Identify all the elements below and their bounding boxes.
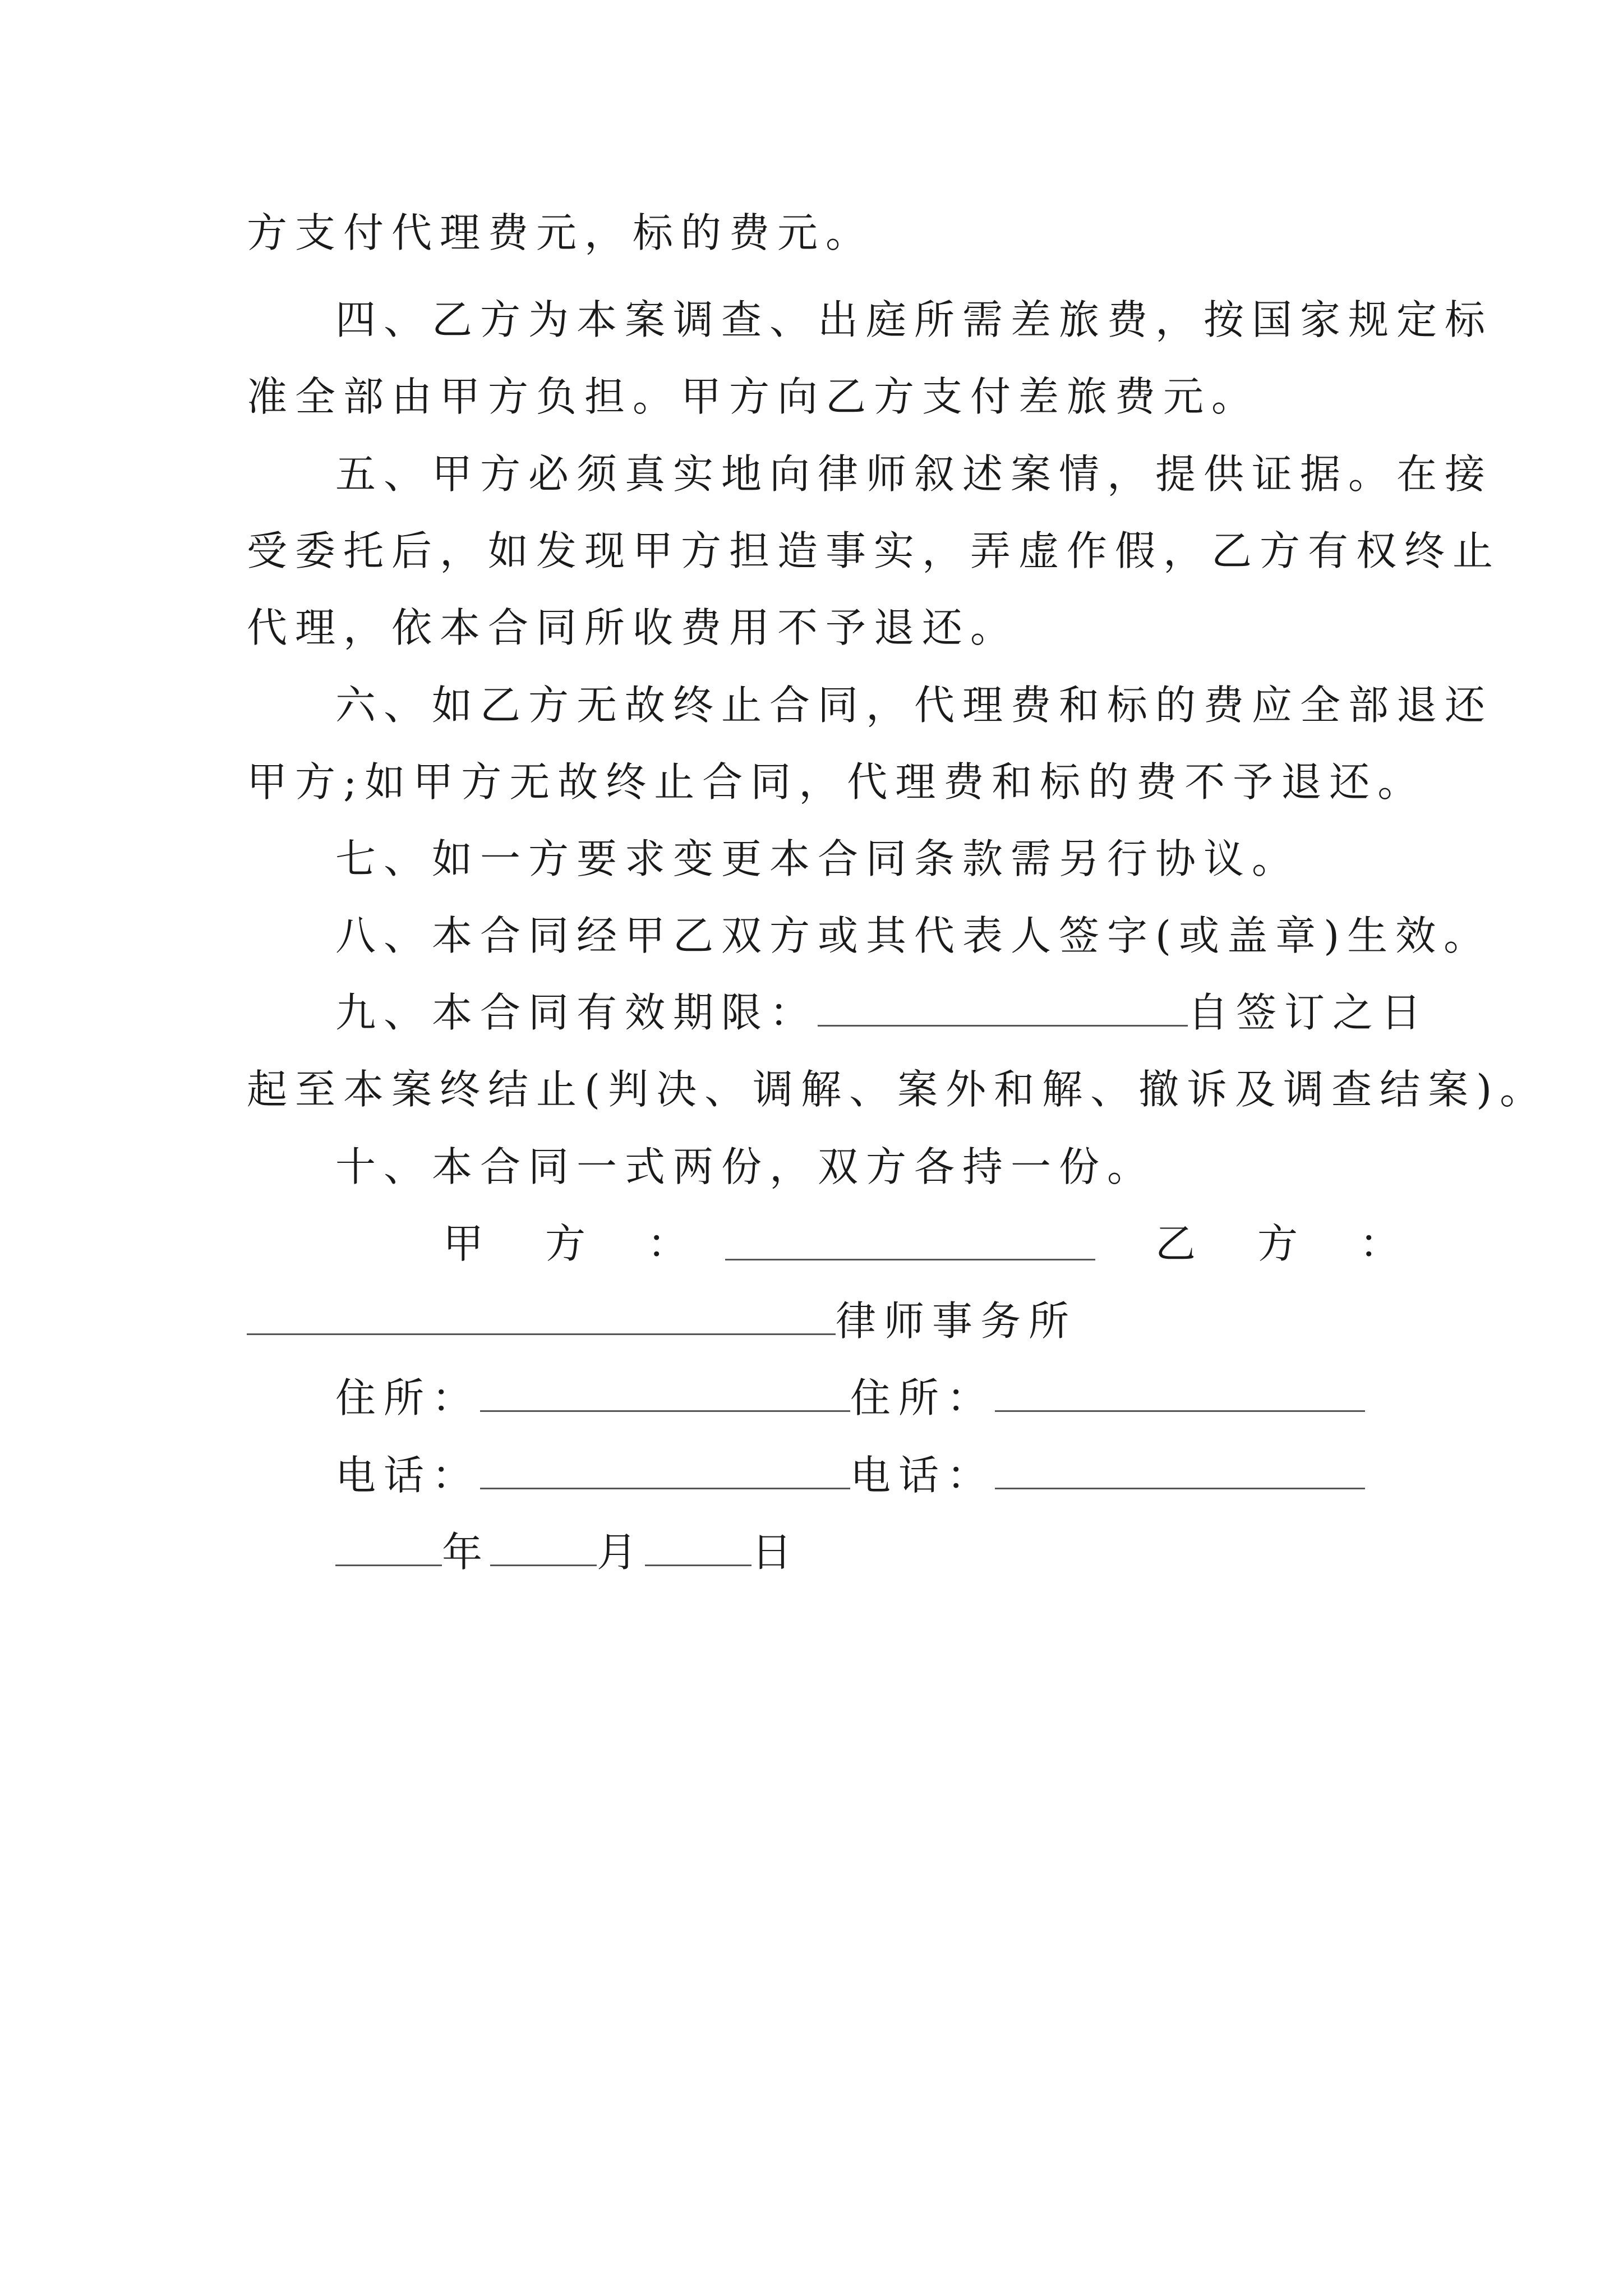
phone-blank-b	[995, 1453, 1365, 1489]
term-blank	[818, 990, 1188, 1027]
law-firm-label: 律师事务所	[836, 1297, 1077, 1345]
address-row	[335, 1373, 1365, 1423]
phone-row	[335, 1450, 1365, 1501]
term-clause-suffix: 自签订之日	[1188, 989, 1430, 1036]
paragraph-line: 六、如乙方无故终止合同，代理费和标的费应全部退还	[335, 682, 1493, 729]
paragraph-line: 方支付代理费元，标的费元。	[247, 209, 874, 256]
phone-label-a: 电话：	[335, 1452, 481, 1499]
paragraph-line: 准全部由甲方负担。甲方向乙方支付差旅费元。	[247, 373, 1260, 420]
phone-label-b: 电话：	[850, 1452, 995, 1499]
party-a-label: 甲方：	[443, 1220, 750, 1267]
paragraph-line: 八、本合同经甲乙双方或其代表人签字(或盖章)生效。	[335, 912, 1492, 959]
day-blank	[645, 1530, 751, 1566]
term-clause-prefix: 九、本合同有效期限：	[335, 989, 818, 1036]
paragraph-line: 四、乙方为本案调查、出庭所需差旅费，按国家规定标	[335, 296, 1493, 343]
law-firm-row	[247, 1296, 1077, 1346]
paragraph-line: 甲方;如甲方无故终止合同，代理费和标的费不予退还。	[247, 758, 1426, 806]
party-b-row	[1155, 1218, 1461, 1269]
party-a-blank	[725, 1224, 1095, 1260]
month-label: 月	[597, 1529, 645, 1576]
paragraph-line: 受委托后，如发现甲方担造事实，弄虚作假，乙方有权终止	[247, 527, 1501, 574]
paragraph-line: 代理，依本合同所收费用不予退还。	[247, 604, 1019, 651]
paragraph-line: 七、如一方要求变更本合同条款需另行协议。	[335, 835, 1301, 882]
address-blank-b	[995, 1375, 1365, 1412]
law-firm-blank	[247, 1299, 836, 1335]
day-label: 日	[751, 1529, 800, 1576]
phone-blank-a	[480, 1453, 850, 1489]
date-row	[335, 1527, 800, 1577]
address-label-b: 住所：	[850, 1374, 995, 1421]
address-label-a: 住所：	[335, 1374, 481, 1421]
party-a-row	[443, 1218, 749, 1269]
paragraph-line: 十、本合同一式两份，双方各持一份。	[335, 1143, 1156, 1190]
term-clause	[335, 987, 1429, 1038]
address-blank-a	[480, 1375, 850, 1412]
year-blank	[335, 1530, 442, 1566]
year-label: 年	[442, 1529, 491, 1576]
paragraph-line: 起至本案终结止(判决、调解、案外和解、撤诉及调查结案)。	[247, 1066, 1548, 1113]
party-b-label: 乙方：	[1155, 1220, 1462, 1267]
paragraph-line: 五、甲方必须真实地向律师叙述案情，提供证据。在接	[335, 450, 1493, 498]
month-blank	[490, 1530, 597, 1566]
